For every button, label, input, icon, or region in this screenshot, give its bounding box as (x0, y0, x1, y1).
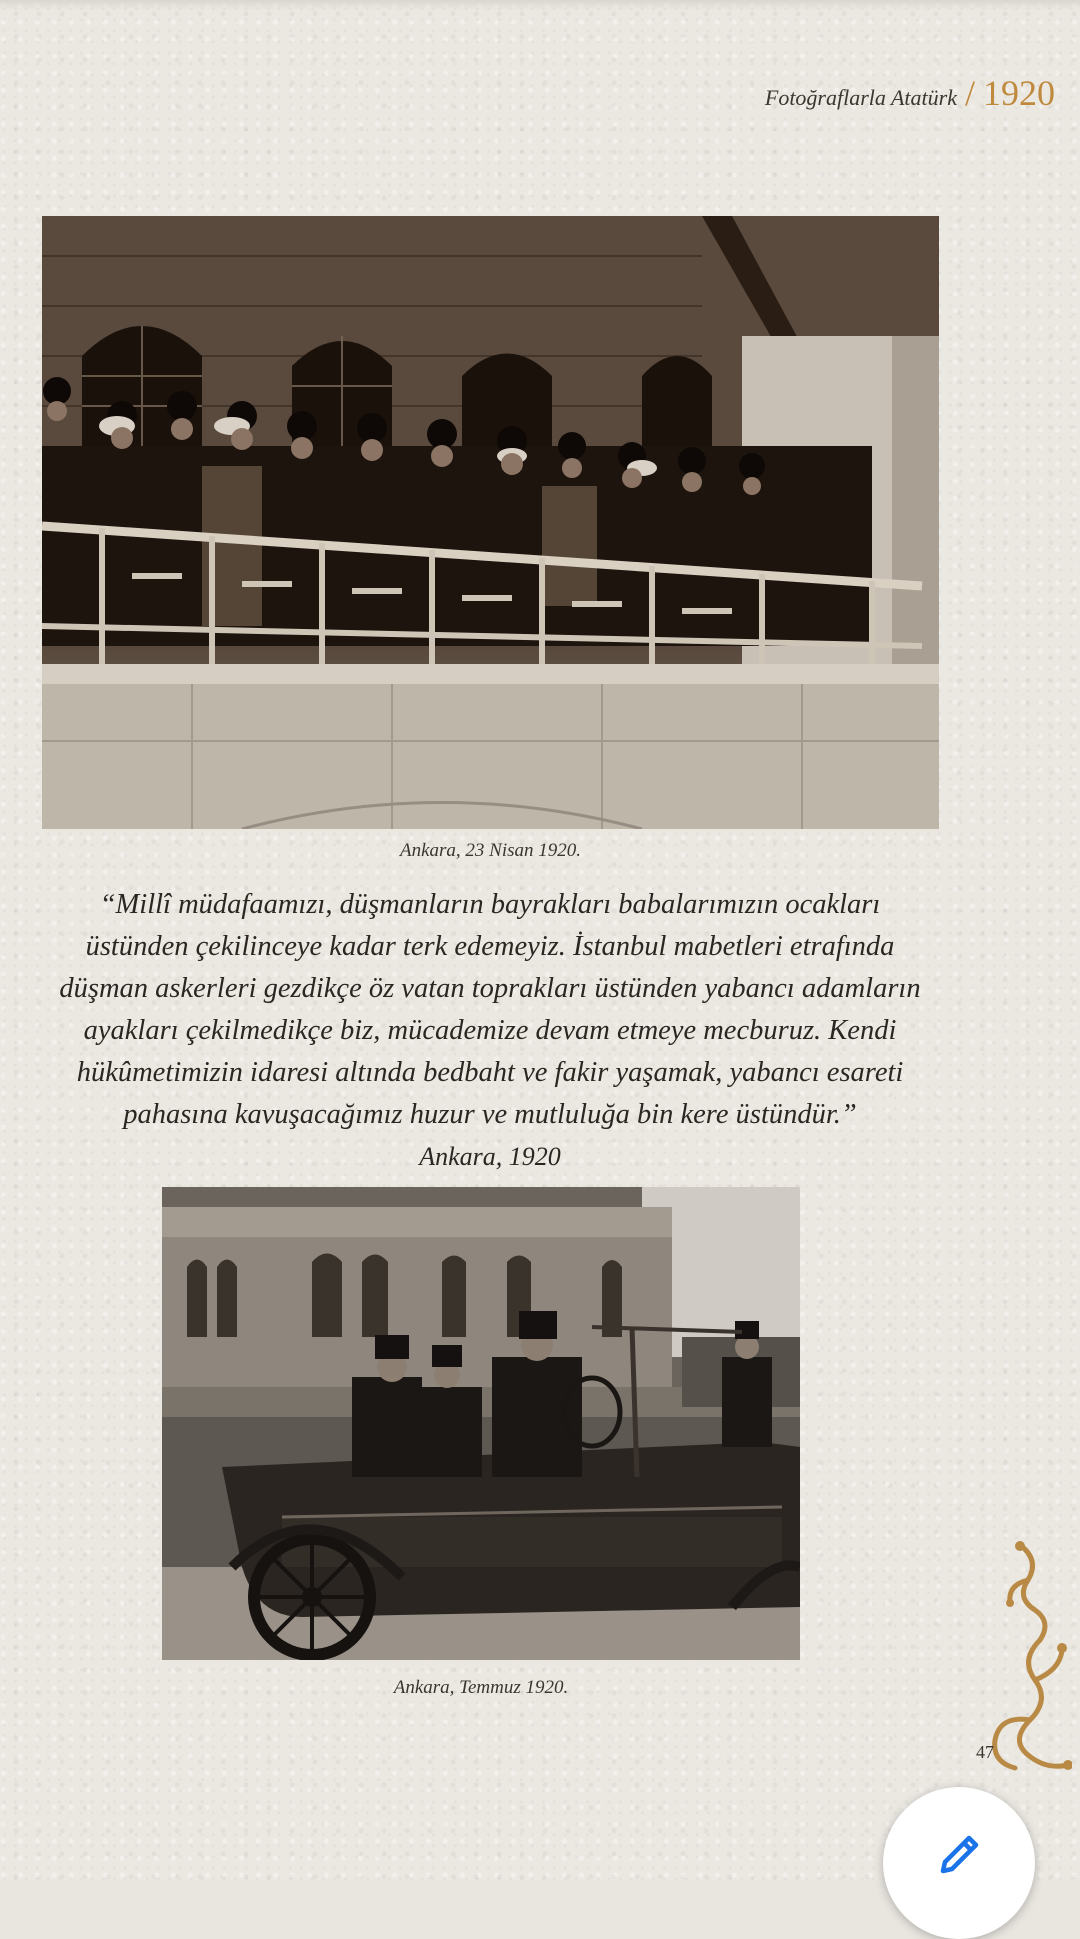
edit-fab-button[interactable] (883, 1787, 1035, 1939)
page-number: 47 (976, 1742, 994, 1762)
quote-text (20, 884, 960, 1136)
chapter-separator: / (964, 73, 975, 113)
quote-line: ayakları çekilmedikçe biz, mücademize devam etmeye mecburuz. Kendi (83, 1015, 897, 1046)
photo-balcony-crowd (42, 216, 939, 829)
quote-line: pahasına kavuşacağımız huzur ve mutluluğa bin kere üstündür.” (123, 1099, 857, 1130)
pencil-icon (935, 1829, 985, 1879)
book-title: Fotoğraflarla Atatürk (764, 85, 957, 110)
photo-2-caption: Ankara, Temmuz 1920. (393, 1677, 569, 1698)
quote-source: Ankara, 1920 (419, 1142, 561, 1171)
quote-line: “Millî müdafaamızı, düşmanların bayrakları babalarımızın ocakları (99, 889, 881, 920)
quote-line: üstünden çekilinceye kadar terk edemeyiz. İstanbul mabetleri etrafında (85, 931, 895, 962)
top-edge (0, 0, 1080, 10)
quote-line: düşman askerleri gezdikçe öz vatan toprakları üstünden yabancı adamların (59, 973, 921, 1004)
running-header (765, 72, 1055, 114)
photo-1-caption: Ankara, 23 Nisan 1920. (399, 840, 582, 861)
quote-line: hükûmetimizin idaresi altında bedbaht ve fakir yaşamak, yabancı esareti (76, 1057, 904, 1088)
photo-car (162, 1187, 800, 1660)
chapter-year: 1920 (983, 73, 1055, 113)
